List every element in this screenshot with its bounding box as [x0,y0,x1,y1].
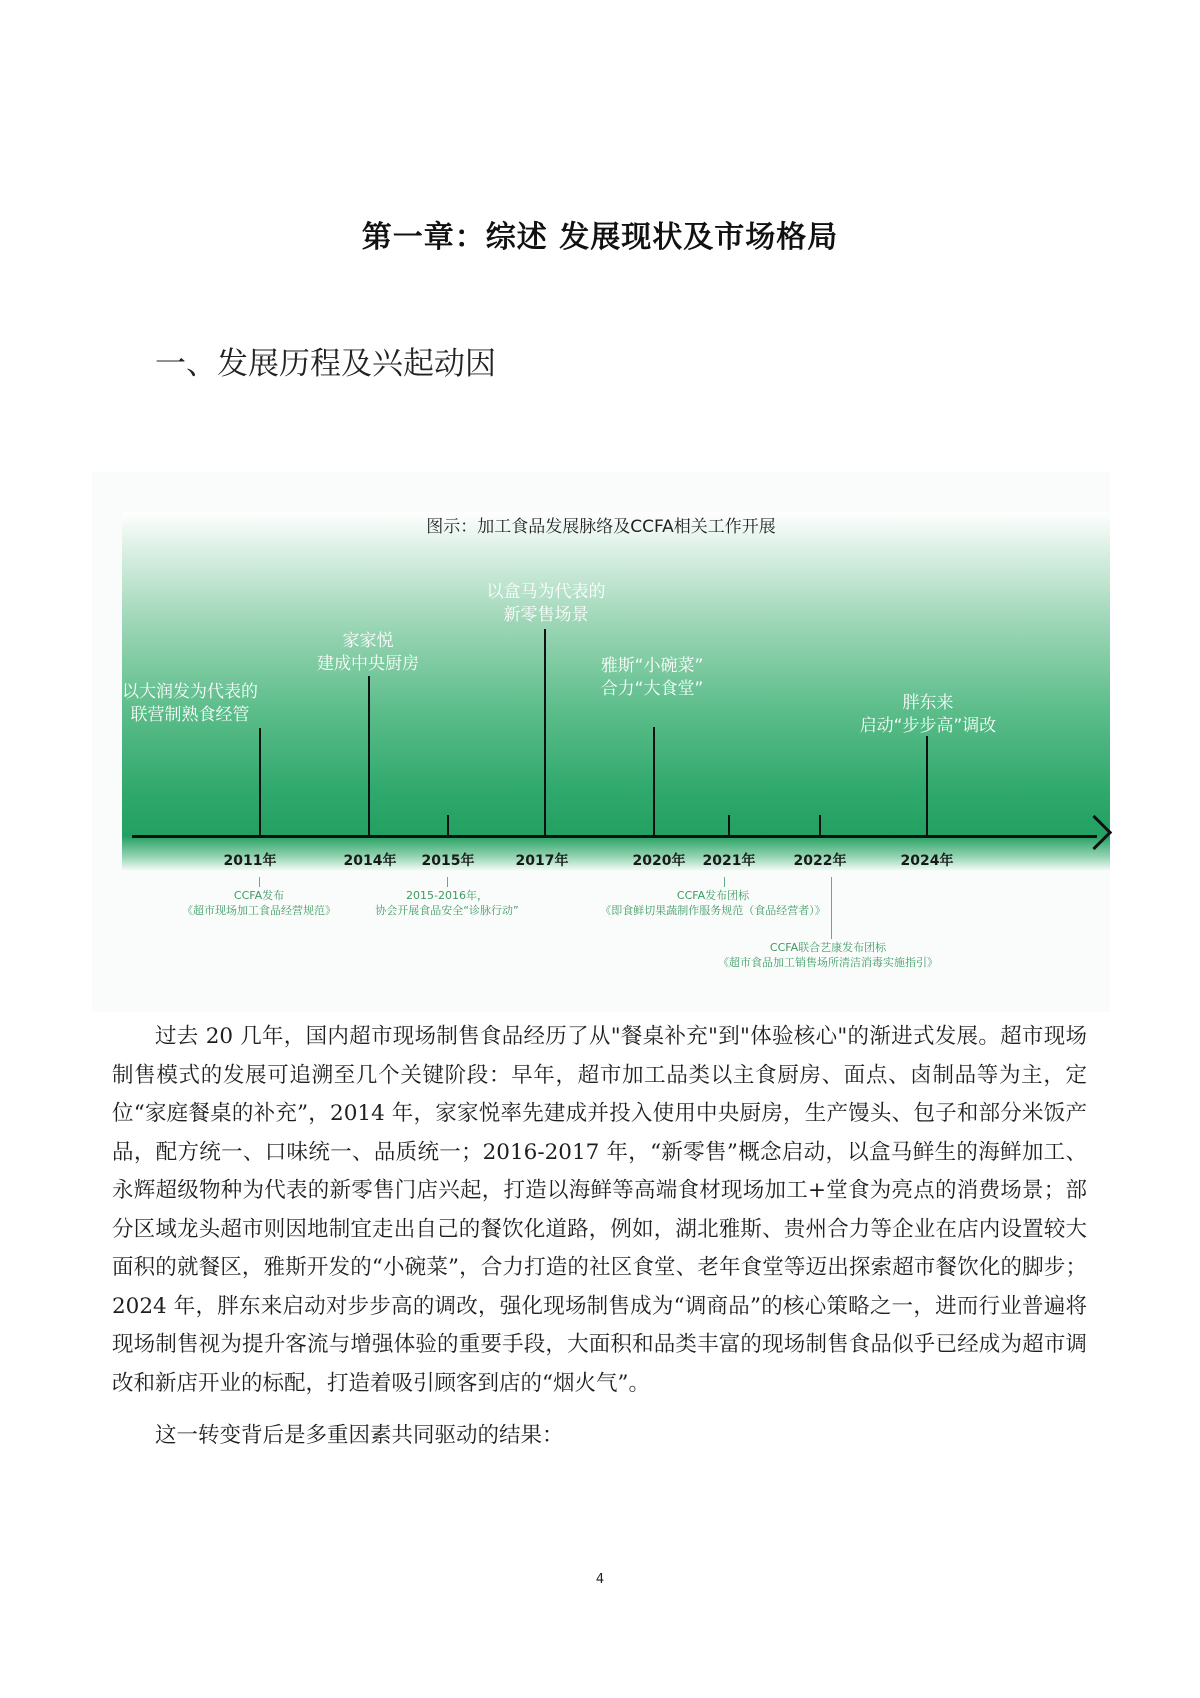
figure-title: 图示：加工食品发展脉络及CCFA相关工作开展 [426,517,776,537]
ccfa-stem-2022 [831,877,832,939]
stem-2020 [653,727,655,836]
year-label: 2017年 [515,853,569,869]
note-line: CCFA发布 [233,889,285,902]
paragraph: 过去 20 几年，国内超市现场制售食品经历了从"餐桌补充"到"体验核心"的渐进式发展。超市现场制售模式的发展可追溯至几个关键阶段：早年，超市加工品类以主食厨房、面点、卤制品等为主，定位“家庭餐桌的补充”，2014 年，家家悦率先建成并投入使用中央厨房，生产馒头、包子和部分米饭产品，配方统一、口味统一、品质统一；2016-2017 年，“新零售”概念启动，以盒马鲜生的海鲜加工、永辉超级物种为代表的新零售门店兴起，打造以海鲜等高端食材现场加工+堂食为亮点的消费场景；部分区域龙头超市则因地制宜走出自己的餐饮化道路，例如，湖北雅斯、贵州合力等企业在店内设置较大面积的就餐区，雅斯开发的“小碗菜”，合力打造的社区食堂、老年食堂等迈出探索超市餐饮化的脚步；2024 年，胖东来启动对步步高的调改，强化现场制售成为“调商品”的核心策略之一，进而行业普遍将现场制售视为提升客流与增强体验的重要手段，大面积和品类丰富的现场制售食品似乎已经成为超市调改和新店开业的标配，打造着吸引顾客到店的“烟火气”。 [112,1024,1087,1396]
event-label-2014 [317,630,419,676]
year-label: 2022年 [793,853,847,869]
timeline-figure [92,472,1110,1012]
ccfa-note-2011 [182,888,336,918]
page-number: 4 [595,1572,605,1587]
stem-2011 [259,728,261,836]
chapter-title: 第一章：综述 发展现状及市场格局 [361,220,839,255]
note-line: CCFA发布团标 [676,889,750,902]
stem-2021 [728,815,730,836]
body-text [112,1018,1087,1456]
event-line: 以大润发为代表的 [122,682,258,702]
note-line: 《超市食品加工销售场所清洁消毒实施指引》 [718,956,938,969]
year-label: 2020年 [632,853,686,869]
ccfa-note-2015 [375,888,518,918]
timeline-axis [132,835,1097,838]
ccfa-stem-2015 [447,877,448,887]
ccfa-note-2022 [718,940,938,970]
note-line: CCFA联合艺康发布团标 [769,941,887,954]
year-label: 2024年 [900,853,954,869]
stem-2017 [544,629,546,836]
stem-2022 [819,815,821,836]
ccfa-stem-2011 [259,877,260,887]
event-line: 胖东来 [902,693,954,713]
year-label: 2011年 [223,853,277,869]
ccfa-note-2021 [600,888,826,918]
section-title: 一、发展历程及兴起动因 [155,346,496,382]
year-label: 2014年 [343,853,397,869]
ccfa-stem-2021 [724,877,725,887]
event-label-2011 [122,681,258,727]
event-line: 合力“大食堂” [600,679,704,699]
event-label-2020 [601,655,704,701]
event-line: 以盒马为代表的 [486,582,606,602]
note-line: 《超市现场加工食品经营规范》 [182,904,336,917]
event-line: 家家悦 [342,631,394,651]
stem-2014 [368,676,370,836]
note-line: 协会开展食品安全“诊脉行动” [375,904,519,917]
event-line: 雅斯“小碗菜” [600,656,704,676]
event-line: 新零售场景 [503,605,589,625]
event-line: 建成中央厨房 [317,654,419,674]
stem-2024 [926,736,928,836]
event-label-2017 [487,581,606,627]
paragraph: 这一转变背后是多重因素共同驱动的结果： [155,1423,564,1448]
note-line: 《即食鲜切果蔬制作服务规范（食品经营者）》 [600,904,826,917]
event-line: 联营制熟食经管 [130,705,250,725]
event-line: 启动“步步高”调改 [859,716,997,736]
stem-2015 [447,815,449,836]
note-line: 2015-2016年， [406,889,488,902]
year-label: 2015年 [421,853,475,869]
event-label-2024 [860,692,997,738]
year-label: 2021年 [702,853,756,869]
